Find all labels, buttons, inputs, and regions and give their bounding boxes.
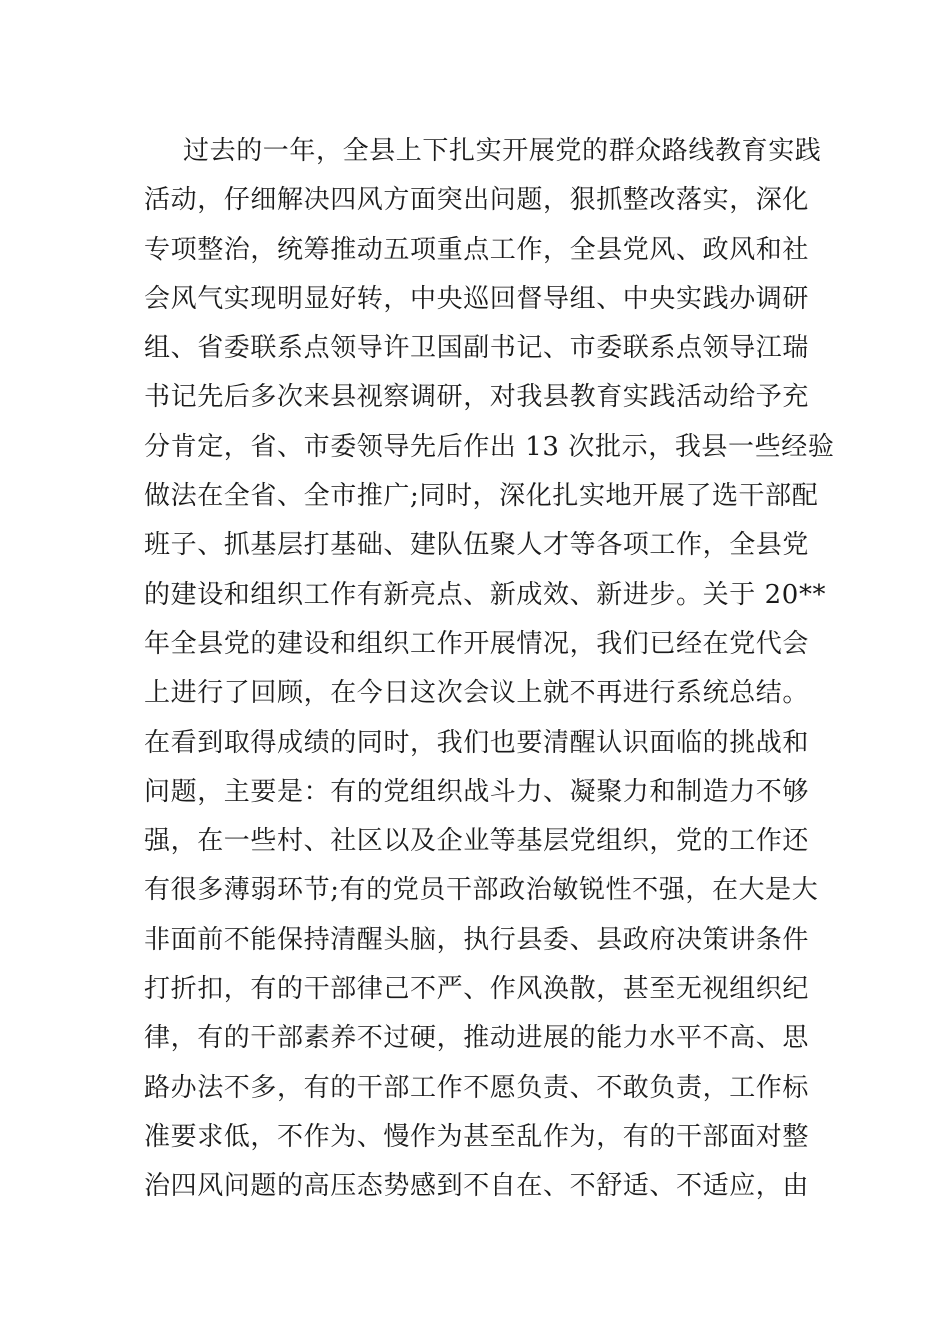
text-line-7: 分肯定，省、市委领导先后作出 13 次批示，我县一些经验 [144,431,835,462]
text-line-20: 路办法不多，有的干部工作不愿负责、不敢负责，工作标 [144,1072,810,1103]
text-line-16: 有很多薄弱环节;有的党员干部政治敏锐性不强，在大是大 [144,875,819,906]
text-line-9: 班子、抓基层打基础、建队伍聚人才等各项工作，全县党 [144,530,810,561]
text-line-17: 非面前不能保持清醒头脑，执行县委、县政府决策讲条件 [144,924,810,955]
text-line-15: 强，在一些村、社区以及企业等基层党组织，党的工作还 [144,826,810,857]
text-line-18: 打折扣，有的干部律己不严、作风涣散，甚至无视组织纪 [144,974,810,1005]
text-line-6: 书记先后多次来县视察调研，对我县教育实践活动给予充 [144,382,810,413]
text-line-1: 过去的一年，全县上下扎实开展党的群众路线教育实践 [183,136,822,166]
text-line-4: 会风气实现明显好转，中央巡回督导组、中央实践办调研 [144,283,810,314]
text-line-21: 准要求低，不作为、慢作为甚至乱作为，有的干部面对整 [144,1121,810,1152]
text-line-14: 问题，主要是：有的党组织战斗力、凝聚力和制造力不够 [144,776,810,807]
text-line-11: 年全县党的建设和组织工作开展情况，我们已经在党代会 [144,628,810,659]
text-line-2: 活动，仔细解决四风方面突出问题，狠抓整改落实，深化 [144,185,810,216]
text-line-19: 律，有的干部素养不过硬，推动进展的能力水平不高、思 [144,1023,810,1054]
text-line-10: 的建设和组织工作有新亮点、新成效、新进步。关于 20** [144,579,827,610]
text-line-3: 专项整治，统筹推动五项重点工作，全县党风、政风和社 [144,234,810,265]
text-line-13: 在看到取得成绩的同时，我们也要清醒认识面临的挑战和 [144,727,810,758]
text-line-5: 组、省委联系点领导许卫国副书记、市委联系点领导江瑞 [144,333,810,364]
text-line-22: 治四风问题的高压态势感到不自在、不舒适、不适应，由 [144,1171,810,1202]
text-line-8: 做法在全省、全市推广;同时，深化扎实地开展了选干部配 [144,481,819,512]
body-paragraph [144,127,835,1212]
text-line-12: 上进行了回顾，在今日这次会议上就不再进行系统总结。 [144,678,810,709]
